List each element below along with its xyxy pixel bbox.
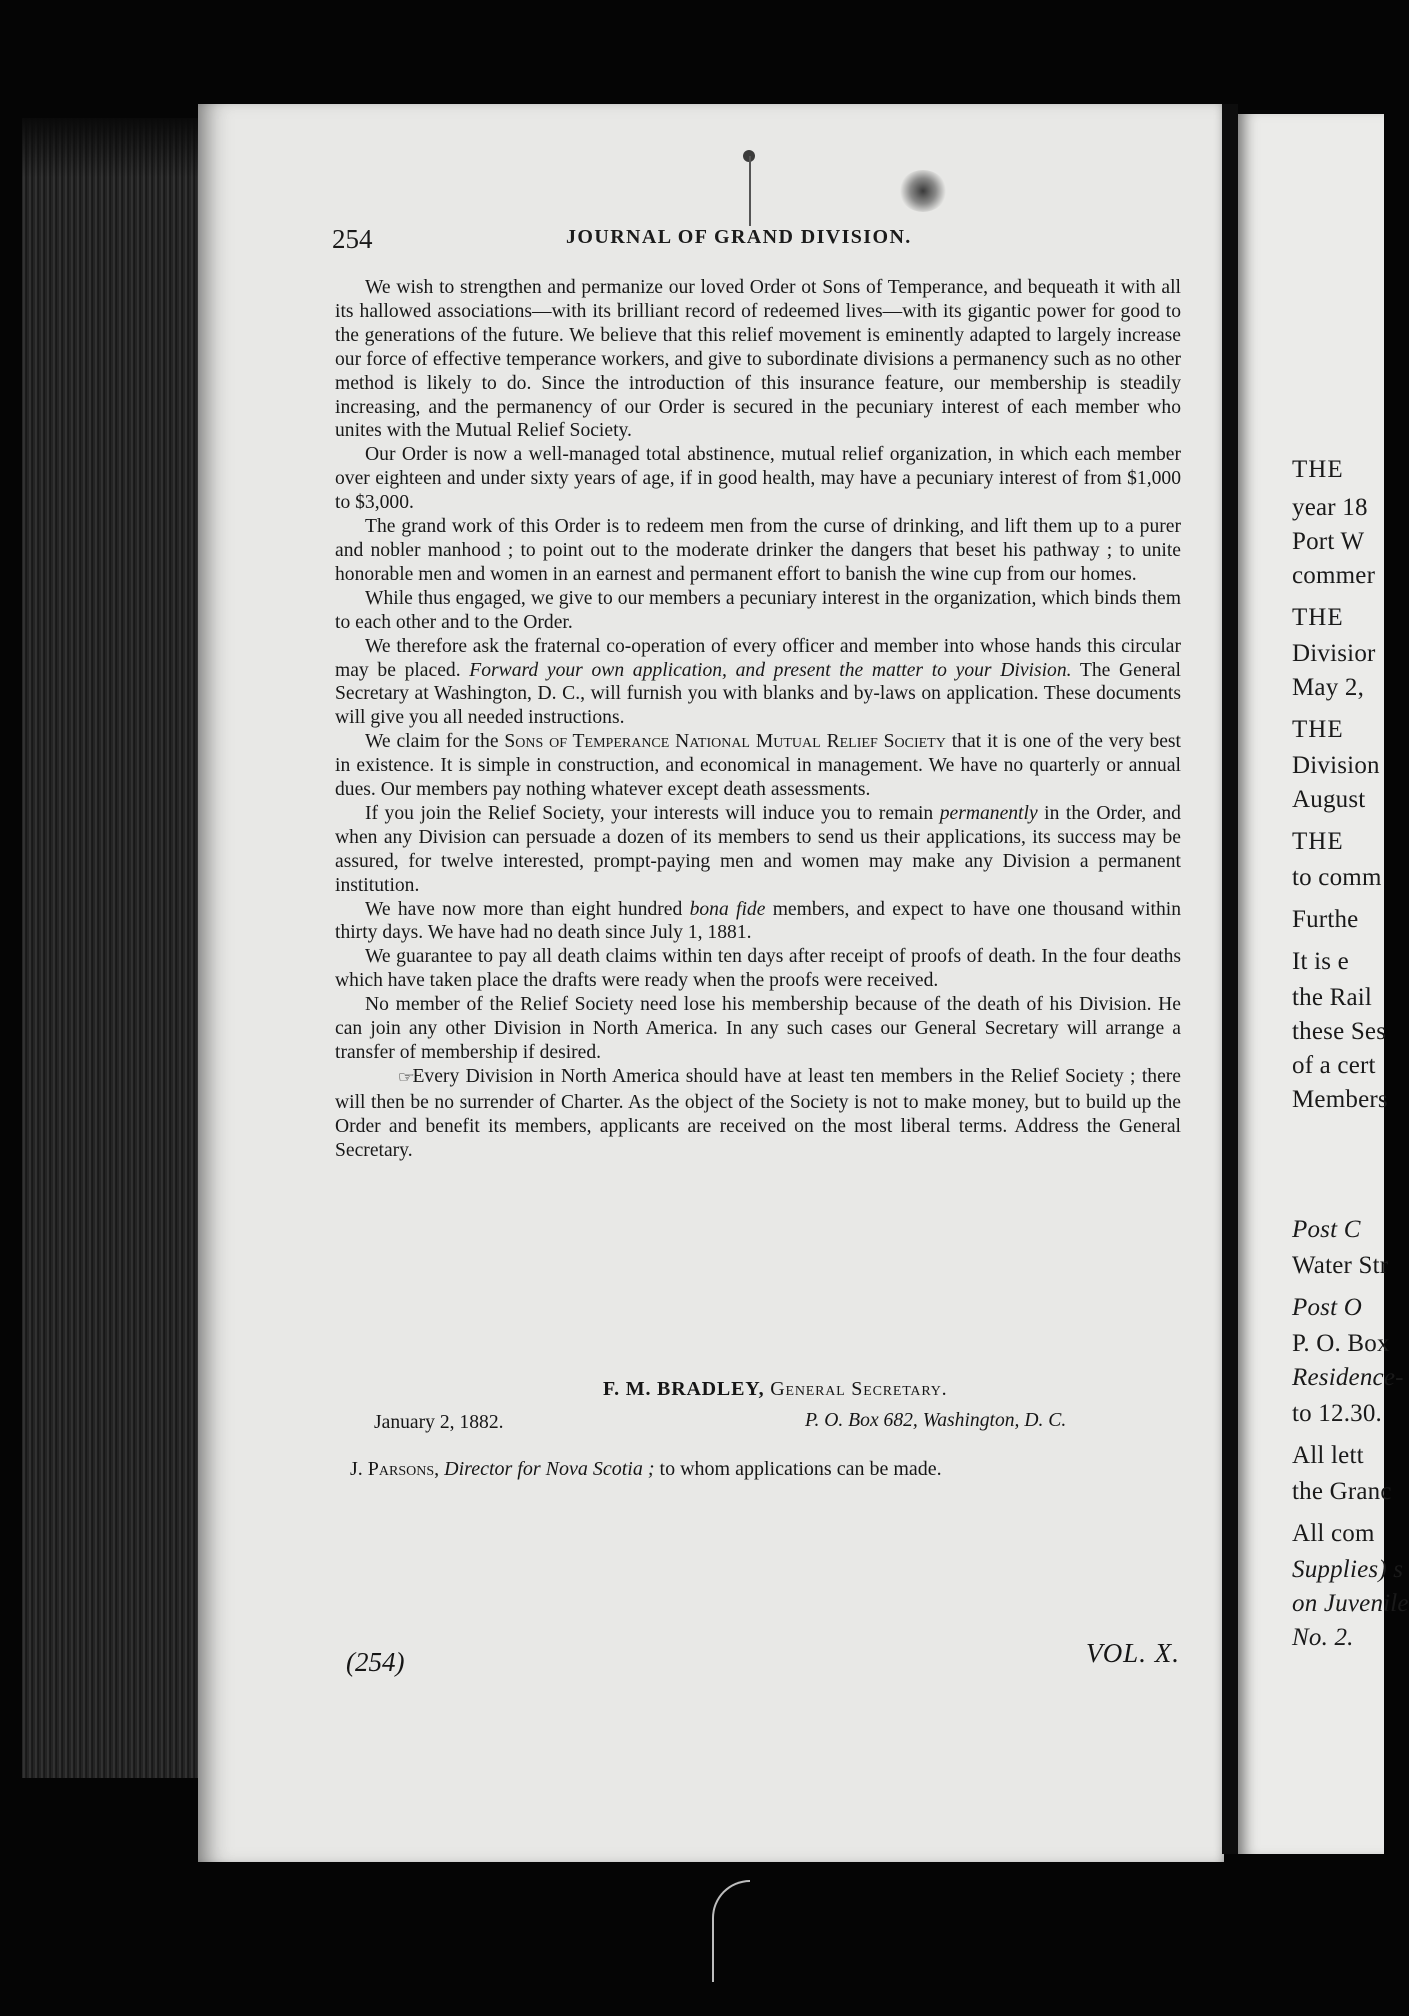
right-page-line: Divisior xyxy=(1292,640,1376,667)
paragraph: The grand work of this Order is to redeem men from the curse of drinking, and lift them up to a purer and nobler manhood ; to point out to the moderate drinker the dangers that beset his pathway ; to unite honorable men and women in an earnest and permanent effort to banish the wine cup from our homes. xyxy=(335,516,1181,585)
signer-title: General Secretary. xyxy=(770,1378,948,1400)
page-number: 254 xyxy=(332,224,373,254)
director-note: to whom applications can be made. xyxy=(659,1458,942,1480)
signer-name: F. M. BRADLEY, xyxy=(603,1378,765,1400)
ink-mark xyxy=(749,156,751,226)
paragraph xyxy=(335,1065,1181,1163)
emphasis-text: permanently xyxy=(939,802,1038,824)
right-page-line: these Ses xyxy=(1292,1018,1387,1045)
paragraph: No member of the Relief Society need lose his membership because of the death of his Division. He can join any other Division in North America. In any such cases our General Secretary will arrange a transfer of membership if desired. xyxy=(335,994,1181,1063)
right-page-line: Furthe xyxy=(1292,906,1359,933)
text-run: We have now more than eight hundred xyxy=(365,898,683,920)
right-page-line: Post O xyxy=(1292,1294,1362,1321)
book-edge-shadow xyxy=(22,118,200,178)
paragraph: Our Order is now a well-managed total abstinence, mutual relief organization, in which each member over eighteen and under sixty years of age, if in good health, may have a pecuniary interest of from $1,000 to $3,000. xyxy=(335,444,1181,514)
director-role: Director for Nova Scotia ; xyxy=(444,1458,655,1480)
text-run: If you join the Relief Society, your interests will induce you to remain xyxy=(365,802,934,824)
right-page-line: P. O. Box xyxy=(1292,1330,1390,1357)
right-page-line: Post C xyxy=(1292,1216,1361,1243)
journal-title: JOURNAL OF GRAND DIVISION. xyxy=(566,226,912,248)
right-page-line: of a cert xyxy=(1292,1052,1376,1079)
text-run: Every Division in North America should have at least ten members in the Relief Society ; there will then be no surrender of Charter. As the object of the Society is not to make money, but to build up the Order and benefit its members, applicants are received on the most liberal terms. Address the General Secretary. xyxy=(335,1065,1181,1161)
page-gutter xyxy=(1222,104,1238,1854)
paragraph xyxy=(335,802,1181,898)
pencil-mark xyxy=(712,1880,750,1982)
right-page-line: year 18 xyxy=(1292,494,1368,521)
right-page-line: Residence- xyxy=(1292,1364,1404,1391)
paragraph: We wish to strengthen and permanize our loved Order ot Sons of Temperance, and bequeath it with all its hallowed associations—with its brilliant record of redeemed lives—with its gigantic power for good to the generations of the future. We believe that this relief movement is eminently adapted to largely increase our force of effective temperance workers, and give to subordinate divisions a permanency such as no other method is likely to do. Since the introduction of this insurance feature, our membership is steadily increasing, and the permanency of our Order is secured in the pecuniary interest of each member who unites with the Mutual Relief Society. xyxy=(335,277,1181,442)
text-run: that it is one of the very best in existence. It is simple in construction, and economical in management. We have no quarterly or annual dues. Our members pay nothing whatever except death assessments. xyxy=(335,731,1182,801)
emphasis-text: bona fide xyxy=(689,898,766,920)
right-page-line: to 12.30. xyxy=(1292,1400,1382,1427)
right-page-line: Supplies) s xyxy=(1292,1556,1404,1583)
director-name: Parsons, xyxy=(367,1458,440,1480)
director-initial: J. xyxy=(350,1458,363,1480)
director-line xyxy=(350,1458,942,1481)
paragraph: We guarantee to pay all death claims within ten days after receipt of proofs of death. In the four deaths which have taken place the drafts were ready when the proofs were received. xyxy=(335,946,1181,992)
right-page-line: Division xyxy=(1292,752,1380,779)
paragraph xyxy=(335,898,1181,946)
right-page xyxy=(1238,114,1409,1854)
right-page-line: on Juvenile xyxy=(1292,1590,1409,1617)
right-page-line: Port W xyxy=(1292,528,1365,555)
signature-address: P. O. Box 682, Washington, D. C. xyxy=(805,1410,1067,1431)
right-page-line: THE xyxy=(1292,604,1344,631)
right-page-line: All lett xyxy=(1292,1442,1364,1469)
right-page-line: the Rail xyxy=(1292,984,1373,1011)
right-page-line: August xyxy=(1292,786,1366,813)
paragraph xyxy=(335,635,1181,731)
paragraph: While thus engaged, we give to our members a pecuniary interest in the organization, which binds them to each other and to the Order. xyxy=(335,587,1181,633)
society-name: Sons of Temperance National Mutual Relief Society xyxy=(504,731,946,753)
text-run: We therefore ask the fraternal co-operation of every officer and member into whose hands this circular may be placed. xyxy=(335,635,1181,681)
paragraph xyxy=(335,730,1181,802)
running-header xyxy=(332,224,1232,260)
text-run: members, and expect to have one thousand within thirty days. We have had no death since July 1, 1881. xyxy=(335,898,1182,944)
right-page-line: No. 2. xyxy=(1292,1624,1354,1651)
right-page-line: commer xyxy=(1292,562,1376,589)
right-page-line: THE xyxy=(1292,456,1344,483)
signature-date: January 2, 1882. xyxy=(374,1412,504,1433)
right-page-line: Water Str xyxy=(1292,1252,1389,1279)
emphasis-text: Forward your own application, and present the matter to your Division. xyxy=(469,659,1072,681)
right-page-line: THE xyxy=(1292,716,1344,743)
text-run: in the Order, and when any Division can persuade a dozen of its members to send us their applications, its success may be assured, for twelve interested, prompt-paying men and women may make any Division a permanent institution. xyxy=(335,802,1181,896)
footer-page-label: (254) xyxy=(346,1647,405,1677)
right-page-line: It is e xyxy=(1292,948,1349,975)
right-page-line: the Granc xyxy=(1292,1478,1392,1505)
book-edge xyxy=(22,118,200,1778)
right-page-line: to comm xyxy=(1292,864,1382,891)
pointing-hand-icon: ☞ xyxy=(397,1069,415,1086)
right-page-line: Members xyxy=(1292,1086,1388,1113)
signature-line xyxy=(603,1378,947,1401)
right-page-line: All com xyxy=(1292,1520,1375,1547)
text-run: We claim for the xyxy=(365,731,499,753)
right-page-line: THE xyxy=(1292,828,1344,855)
circular-body xyxy=(335,276,1181,1163)
footer-volume: VOL. X. xyxy=(1086,1638,1180,1668)
text-run: The General Secretary at Washington, D. C., will furnish you with blanks and by-laws on application. These documents will give you all needed instructions. xyxy=(335,659,1181,729)
smudge-mark xyxy=(899,170,947,212)
right-page-line: May 2, xyxy=(1292,674,1365,701)
